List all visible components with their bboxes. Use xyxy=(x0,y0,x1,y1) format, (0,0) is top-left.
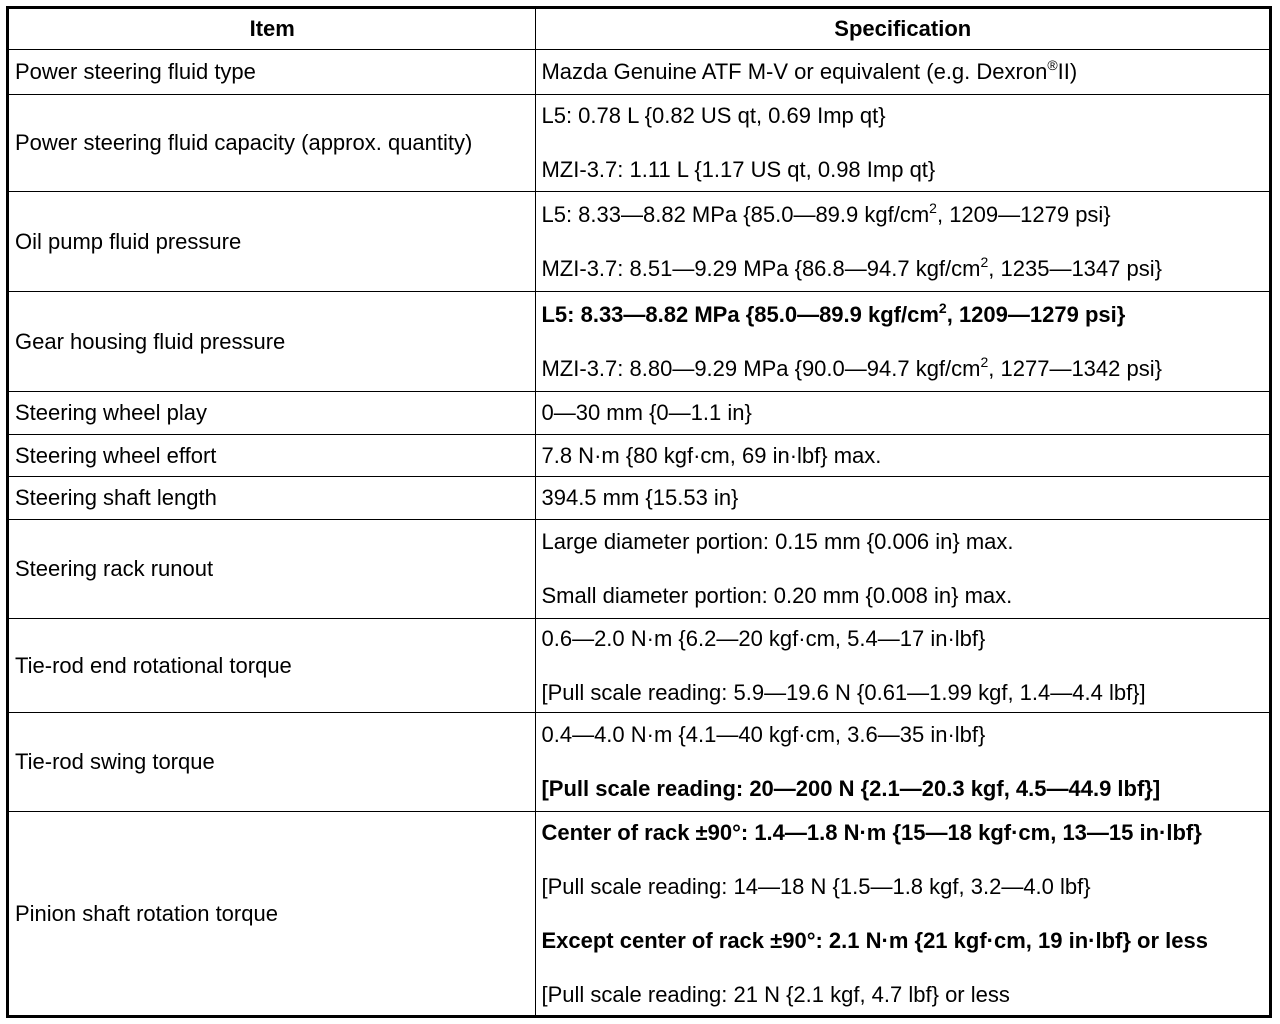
spec-line: 394.5 mm {15.53 in} xyxy=(541,485,739,510)
spec-line: Large diameter portion: 0.15 mm {0.006 in} max. xyxy=(541,529,1014,554)
spec-cell xyxy=(536,95,1271,192)
spec-line: 0.6—2.0 N·m {6.2—20 kgf·cm, 5.4—17 in·lbf} xyxy=(541,625,986,651)
table-row xyxy=(8,50,1271,95)
spec-line: 0—30 mm {0—1.1 in} xyxy=(541,400,752,425)
spec-line: [Pull scale reading: 14—18 N {1.5—1.8 kgf, 3.2—4.0 lbf} xyxy=(541,873,1091,899)
header-item: Item xyxy=(8,8,536,50)
spec-cell xyxy=(536,520,1271,619)
item-cell: Tie-rod end rotational torque xyxy=(8,619,536,713)
spec-line: [Pull scale reading: 21 N {2.1 kgf, 4.7 lbf} or less xyxy=(541,981,1010,1007)
item-cell: Power steering fluid type xyxy=(8,50,536,95)
item-cell: Oil pump fluid pressure xyxy=(8,192,536,292)
item-cell: Steering wheel play xyxy=(8,392,536,435)
header-specification: Specification xyxy=(536,8,1271,50)
spec-line: MZI-3.7: 1.11 L {1.17 US qt, 0.98 Imp qt} xyxy=(541,157,936,182)
spec-line: 7.8 N·m {80 kgf·cm, 69 in·lbf} max. xyxy=(541,442,882,468)
table-row xyxy=(8,477,1271,520)
table-row xyxy=(8,812,1271,1017)
spec-cell xyxy=(536,435,1271,477)
table-row xyxy=(8,435,1271,477)
spec-cell xyxy=(536,713,1271,812)
item-cell: Steering shaft length xyxy=(8,477,536,520)
table-row xyxy=(8,292,1271,392)
spec-line: Center of rack ±90°: 1.4—1.8 N·m {15—18 kgf·cm, 13—15 in·lbf} xyxy=(541,819,1202,845)
spec-line: MZI-3.7: 8.80—9.29 MPa {90.0—94.7 kgf/$cm^2$, 1277—1342 psi} xyxy=(541,353,1162,381)
table-row xyxy=(8,520,1271,619)
spec-cell xyxy=(536,477,1271,520)
spec-line: MZI-3.7: 8.51—9.29 MPa {86.8—94.7 kgf/$cm^2$, 1235—1347 psi} xyxy=(541,253,1162,281)
table-row xyxy=(8,192,1271,292)
spec-cell xyxy=(536,292,1271,392)
item-cell: Steering rack runout xyxy=(8,520,536,619)
spec-cell xyxy=(536,619,1271,713)
table-row xyxy=(8,713,1271,812)
item-cell: Power steering fluid capacity (approx. quantity) xyxy=(8,95,536,192)
spec-cell xyxy=(536,50,1271,95)
spec-line: 0.4—4.0 N·m {4.1—40 kgf·cm, 3.6—35 in·lbf} xyxy=(541,722,986,747)
item-cell: Gear housing fluid pressure xyxy=(8,292,536,392)
item-cell: Steering wheel effort xyxy=(8,435,536,477)
table-row xyxy=(8,392,1271,435)
spec-line: L5: 0.78 L {0.82 US qt, 0.69 Imp qt} xyxy=(541,103,886,128)
spec-line: [Pull scale reading: 5.9—19.6 N {0.61—1.99 kgf, 1.4—4.4 lbf}] xyxy=(541,679,1146,705)
spec-line: L5: 8.33—8.82 MPa {85.0—89.9 kgf/$cm^2$, 1209—1279 psi} xyxy=(541,199,1111,227)
spec-line: [Pull scale reading: 20—200 N {2.1—20.3 kgf, 4.5—44.9 lbf}] xyxy=(541,776,1161,801)
spec-line: Mazda Genuine ATF M-V or equivalent (e.g. Dexron®II) xyxy=(541,57,1078,84)
header-row xyxy=(8,8,1271,50)
item-cell: Tie-rod swing torque xyxy=(8,713,536,812)
spec-cell xyxy=(536,812,1271,1017)
item-cell: Pinion shaft rotation torque xyxy=(8,812,536,1017)
specification-table xyxy=(6,6,1272,1018)
spec-line: Except center of rack ±90°: 2.1 N·m {21 kgf·cm, 19 in·lbf} or less xyxy=(541,927,1208,953)
spec-line: L5: 8.33—8.82 MPa {85.0—89.9 kgf/$cm^2$, 1209—1279 psi} xyxy=(541,299,1126,327)
spec-cell xyxy=(536,192,1271,292)
table-row xyxy=(8,95,1271,192)
spec-cell xyxy=(536,392,1271,435)
spec-line: Small diameter portion: 0.20 mm {0.008 in} max. xyxy=(541,583,1013,608)
table-row xyxy=(8,619,1271,713)
